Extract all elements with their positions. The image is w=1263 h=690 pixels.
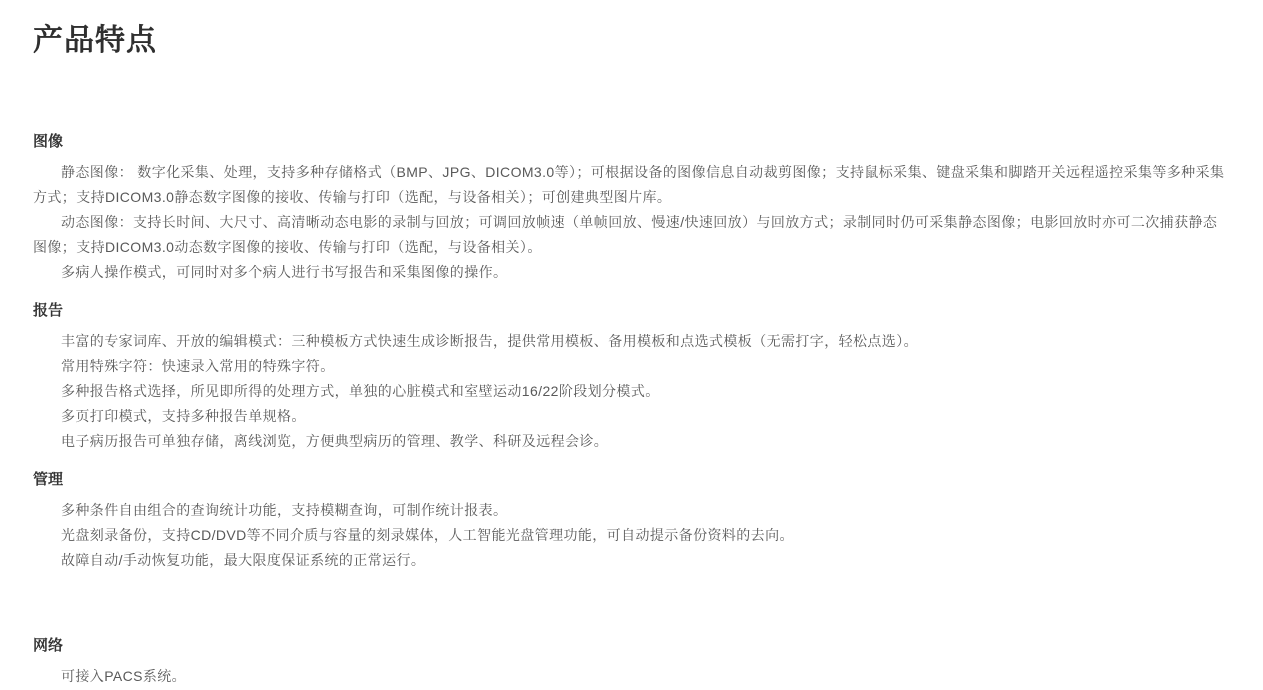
feature-section	[33, 134, 1230, 285]
feature-paragraph: 动态图像：支持长时间、大尺寸、高清晰动态电影的录制与回放；可调回放帧速（单帧回放、慢速/快速回放）与回放方式；录制同时仍可采集静态图像；电影回放时亦可二次捕获静态图像；支持DICOM3.0动态数字图像的接收、传输与打印（选配，与设备相关）。	[33, 214, 1218, 255]
section-heading: 网络	[33, 637, 64, 654]
feature-paragraph: 光盘刻录备份，支持CD/DVD等不同介质与容量的刻录媒体，人工智能光盘管理功能，可自动提示备份资料的去向。	[61, 527, 794, 543]
feature-section	[33, 472, 1230, 573]
feature-paragraph: 多种报告格式选择，所见即所得的处理方式，单独的心脏模式和室壁运动16/22阶段划分模式。	[61, 383, 660, 399]
feature-section	[33, 303, 1230, 454]
section-heading: 图像	[33, 133, 64, 150]
section-paragraphs	[33, 664, 1230, 689]
feature-section	[33, 638, 1230, 689]
feature-paragraph: 故障自动/手动恢复功能，最大限度保证系统的正常运行。	[61, 552, 426, 568]
section-paragraphs	[33, 498, 1230, 573]
feature-paragraph: 常用特殊字符：快速录入常用的特殊字符。	[61, 358, 335, 374]
section-paragraphs	[33, 160, 1230, 285]
feature-paragraph: 丰富的专家词库、开放的编辑模式：三种模板方式快速生成诊断报告，提供常用模板、备用模板和点选式模板（无需打字，轻松点选）。	[61, 333, 918, 349]
section-heading: 报告	[33, 302, 64, 319]
page-title: 产品特点	[33, 24, 157, 57]
feature-paragraph: 多页打印模式，支持多种报告单规格。	[61, 408, 306, 424]
feature-paragraph: 电子病历报告可单独存储，离线浏览，方便典型病历的管理、教学、科研及远程会诊。	[61, 433, 609, 449]
feature-paragraph: 可接入PACS系统。	[61, 668, 187, 684]
feature-paragraph: 静态图像： 数字化采集、处理，支持多种存储格式（BMP、JPG、DICOM3.0等）；可根据设备的图像信息自动裁剪图像；支持鼠标采集、键盘采集和脚踏开关远程遥控采集等多种采集方式；支持DICOM3.0静态数字图像的接收、传输与打印（选配，与设备相关）；可创建典型图片库。	[33, 164, 1225, 205]
feature-paragraph: 多病人操作模式，可同时对多个病人进行书写报告和采集图像的操作。	[61, 264, 508, 280]
feature-paragraph: 多种条件自由组合的查询统计功能，支持模糊查询，可制作统计报表。	[61, 502, 508, 518]
feature-sections	[33, 134, 1230, 689]
section-paragraphs	[33, 329, 1230, 454]
section-heading: 管理	[33, 471, 64, 488]
